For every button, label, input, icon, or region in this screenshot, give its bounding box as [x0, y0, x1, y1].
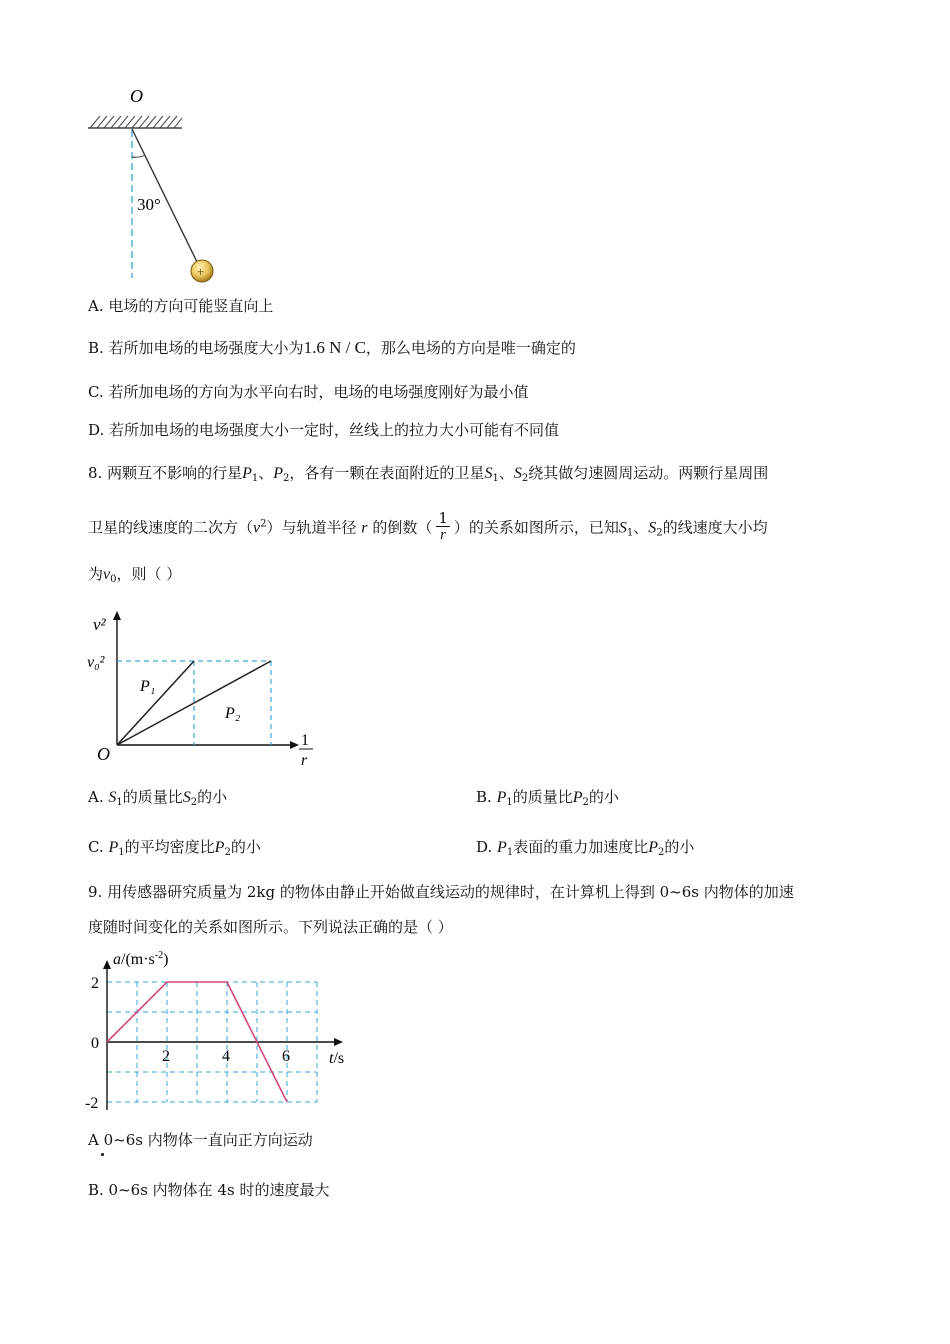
q7-option-a[interactable]: A. 电场的方向可能竖直向上: [88, 297, 274, 315]
stray-dot: [101, 1153, 104, 1156]
x-axis-arrow: [290, 741, 299, 749]
x-axis-arrow: [334, 1038, 343, 1046]
q8-option-b[interactable]: B. $P_1$的质量比$P_2$的小: [476, 788, 619, 808]
ceiling-hatch: [88, 116, 182, 128]
charge-symbol: +: [197, 264, 205, 279]
q8-option-d[interactable]: D. $P_1$表面的重力加速度比$P_2$的小: [476, 838, 695, 858]
x-tick-label-4: 4: [222, 1048, 230, 1065]
q8-stem-line3: 为$v_0$，则（ ）: [88, 565, 182, 585]
one-over-r-fraction: $\frac{1}{r}$: [438, 509, 448, 543]
q9-option-b[interactable]: B. 0~6s 内物体在 4s 时的速度最大: [88, 1181, 330, 1199]
q8-stem-line2: 卫星的线速度的二次方$(v^2)$与轨道半径 r 的倒数（ $\frac{1}{r}$ ）的关系如图所示，已知$S_1$、$S_2$的线速度大小均: [88, 509, 768, 543]
q8-option-a[interactable]: A. $S_1$的质量比$S_2$的小: [88, 788, 228, 808]
y-tick-label-2: 2: [91, 975, 99, 992]
angle-label: 30°: [137, 195, 161, 214]
q8-stem-line1: 8. 两颗互不影响的行星$P_1$、$P_2$，各有一颗在表面附近的卫星$S_1$、$S_2$绕其做匀速圆周运动。两颗行星周围: [88, 464, 769, 484]
q9-stem-line1: 9. 用传感器研究质量为 2kg 的物体由静止开始做直线运动的规律时，在计算机上得到 0~6s 内物体的加速: [88, 883, 794, 901]
svg-text:1: 1: [301, 732, 309, 749]
x-tick-label-2: 2: [162, 1048, 170, 1065]
origin-label: O: [97, 744, 110, 764]
pivot-label: O: [130, 86, 143, 106]
angle-arc: [132, 155, 145, 157]
q7-option-c[interactable]: C. 若所加电场的方向为水平向右时，电场的电场强度刚好为最小值: [88, 383, 529, 401]
x-axis-label: t/s: [329, 1050, 345, 1067]
svg-text:r: r: [301, 752, 308, 765]
line-label-p1: P₁: [140, 678, 156, 695]
q9-option-a[interactable]: A 0~6s 内物体一直向正方向运动: [88, 1131, 313, 1149]
v2-vs-inverse-r-chart: [85, 605, 325, 765]
series-line-p1: [117, 661, 194, 745]
q9-stem-line2: 度随时间变化的关系如图所示。下列说法正确的是（ ）: [88, 918, 453, 936]
y-axis-label: v²: [93, 615, 106, 634]
y-tick-label: v₀²: [87, 654, 105, 671]
x-axis-label: [299, 732, 313, 765]
q7-option-b[interactable]: B. 若所加电场的电场强度大小为1.6 N / C，那么电场的方向是唯一确定的: [88, 338, 576, 357]
y-axis-arrow: [113, 611, 121, 620]
acceleration-time-chart: [85, 944, 360, 1116]
q8-option-c[interactable]: C. $P_1$的平均密度比$P_2$的小: [88, 838, 261, 858]
pendulum-figure: [80, 80, 230, 290]
x-tick-label-6: 6: [282, 1048, 290, 1065]
line-label-p2: P₂: [225, 705, 241, 722]
y-tick-label--2: -2: [85, 1095, 99, 1112]
y-axis-label: $a/(m\cdot s^{-2})$: [113, 950, 169, 968]
y-axis-arrow: [103, 960, 111, 969]
q7-option-d[interactable]: D. 若所加电场的电场强度大小一定时，丝线上的拉力大小可能有不同值: [88, 421, 560, 439]
y-tick-label-0: 0: [91, 1035, 99, 1052]
